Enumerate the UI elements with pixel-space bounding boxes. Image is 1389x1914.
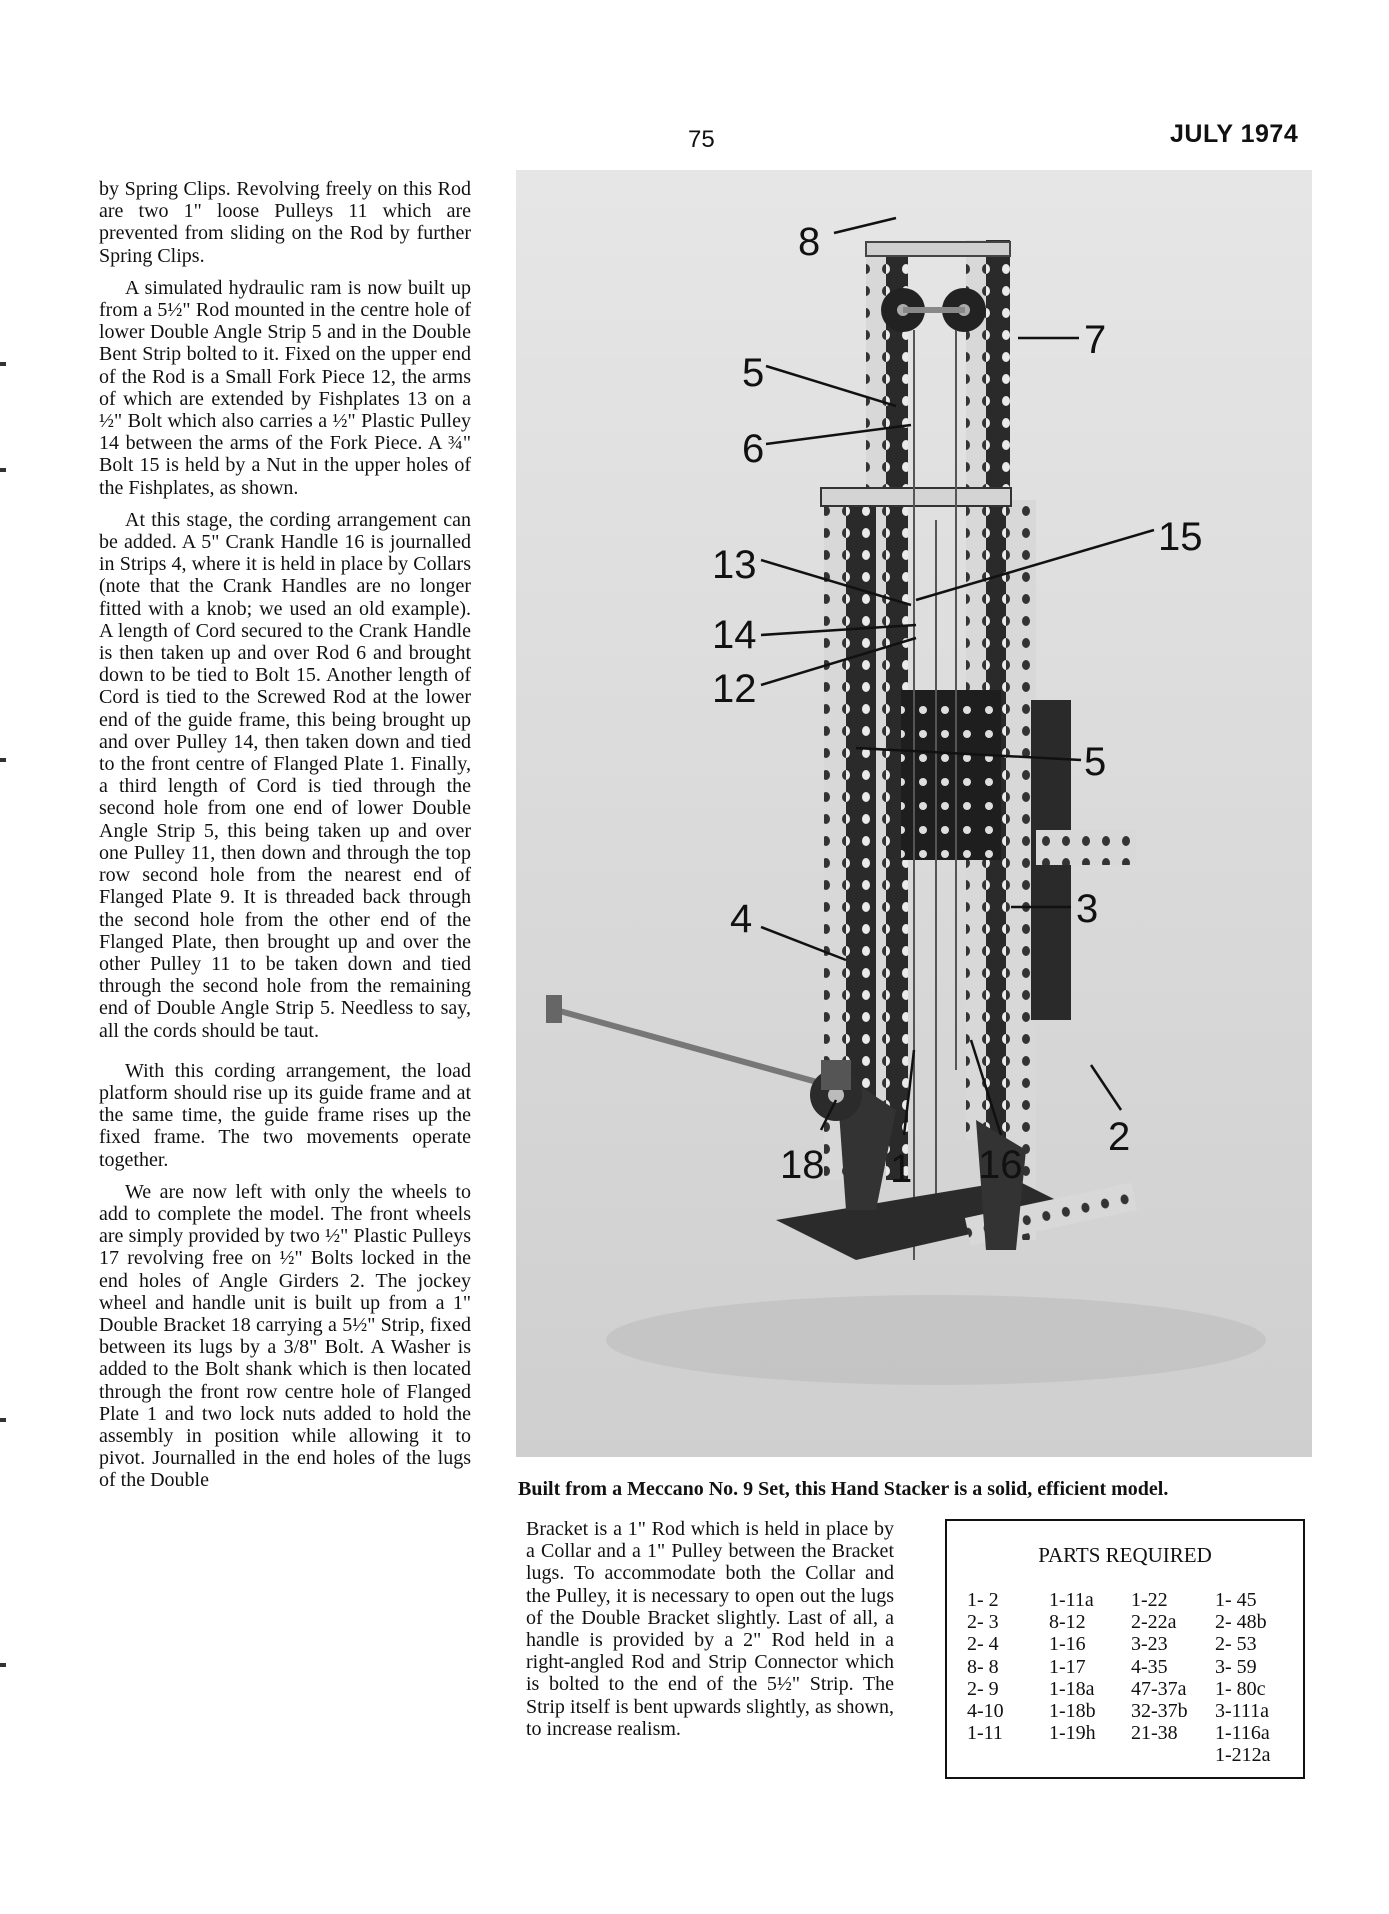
callout-15: 15 (1158, 515, 1203, 559)
parts-entry: 3- 59 (1215, 1655, 1257, 1678)
callout-4: 4 (730, 897, 753, 941)
parts-entry: 21-38 (1131, 1722, 1178, 1745)
parts-entry: 4-35 (1131, 1655, 1168, 1678)
left-column-text (99, 178, 471, 1502)
parts-required-title: PARTS REQUIRED (1038, 1543, 1212, 1567)
paragraph: by Spring Clips. Revolving freely on this Rod are two 1" loose Pulleys 11 which are prevented from sliding on the Rod by further Spring Clips. (99, 178, 471, 267)
parts-entry: 1- 80c (1215, 1677, 1266, 1700)
scan-mark (0, 468, 6, 472)
callout-8: 8 (798, 220, 821, 264)
parts-entry: 1-11 (967, 1722, 1003, 1745)
callout-6: 6 (742, 427, 765, 471)
scan-mark (0, 1418, 6, 1422)
callout-16: 16 (978, 1143, 1023, 1187)
scan-mark (0, 362, 6, 366)
parts-entry: 1-18b (1049, 1700, 1096, 1723)
callout-5-lower: 5 (1084, 740, 1107, 784)
parts-entry: 1-18a (1049, 1677, 1095, 1700)
parts-entry: 1- 2 (967, 1589, 999, 1611)
parts-entry: 2- 3 (967, 1611, 999, 1634)
callout-13: 13 (712, 543, 757, 587)
parts-column-4 (1215, 1589, 1271, 1767)
parts-column-1 (967, 1589, 1004, 1744)
parts-entry: 1-16 (1049, 1633, 1086, 1656)
paragraph: We are now left with only the wheels to add to complete the model. The front wheels are simply provided by two ½" Plastic Pulleys 17 revolving free on ½" Bolts locked in the end holes of Angle Girders 2. The jockey wheel and handle unit is built up from a 1" Double Bracket 18 carrying a 5½" Strip, fixed between its lugs by a 3/8" Bolt. A Washer is added to the Bolt shank which is then located through the front row centre hole of Flanged Plate 1 and two lock nuts added to hold the assembly in position while allowing it to pivot. Journalled in the end holes of the lugs of the Double (99, 1180, 471, 1492)
callout-3: 3 (1076, 887, 1099, 931)
model-photo (516, 170, 1312, 1457)
parts-column-2 (1049, 1589, 1096, 1744)
paragraph: A simulated hydraulic ram is now built up from a 5½" Rod mounted in the centre hole of lower Double Angle Strip 5 and in the Double Bent Strip bolted to it. Fixed on the upper end of the Rod is a Small Fork Piece 12, the arms of which are extended by Fishplates 13 on a ½" Bolt which also carries a ½" Plastic Pulley 14 between the arms of the Fork Piece. A ¾" Bolt 15 is held by a Nut in the upper holes of the Fishplates, as shown. (99, 276, 471, 499)
callout-1: 1 (890, 1147, 913, 1191)
parts-entry: 1-17 (1049, 1655, 1086, 1678)
callout-7: 7 (1084, 318, 1107, 362)
parts-entry: 1-22 (1131, 1589, 1168, 1611)
paragraph: With this cording arrangement, the load platform should rise up its guide frame and at the same time, the guide frame rises up the fixed frame. The two movements operate together. (99, 1059, 471, 1171)
parts-entry: 1- 45 (1215, 1589, 1257, 1611)
parts-entry: 2- 53 (1215, 1633, 1257, 1656)
scan-mark (0, 1663, 6, 1667)
callout-12: 12 (712, 667, 757, 711)
parts-entry: 8-12 (1049, 1611, 1086, 1634)
issue-date: JULY 1974 (1170, 120, 1299, 148)
parts-entry: 2- 9 (967, 1677, 999, 1700)
parts-entry: 1-212a (1215, 1744, 1271, 1767)
hand-stacker-illustration (516, 170, 1312, 1457)
parts-entry: 2- 4 (967, 1633, 999, 1656)
parts-entry: 1-11a (1049, 1589, 1094, 1611)
scan-mark (0, 758, 6, 762)
paragraph: At this stage, the cording arrangement can be added. A 5" Crank Handle 16 is journalled in Strips 4, where it is held in place by Collars (note that the Crank Handles are no longer fitted with a knob; we used an old example). A length of Cord secured to the Crank Handle is then taken up and over Rod 6 and brought down to be tied to Bolt 15. Another length of Cord is tied to the Screwed Rod at the lower end of the guide frame, this being brought up and over Pulley 14, then taken down and tied to the front centre of Flanged Plate 1. Finally, a third length of Cord is tied through the second hole from one end of lower Double Angle Strip 5, this being taken up and over one Pulley 11, then down and through the top row second hole from the nearest end of Flanged Plate 9. It is threaded back through the second hole from the other end of the Flanged Plate, then brought up and over the other Pulley 11 to be taken down and tied through the second hole from the remaining end of Double Angle Strip 5. Needless to say, all the cords should be taut. (99, 508, 471, 1042)
parts-entry: 3-23 (1131, 1633, 1168, 1656)
parts-entry: 32-37b (1131, 1700, 1188, 1723)
parts-column-3 (1131, 1589, 1188, 1744)
middle-column-text (526, 1518, 894, 1740)
callout-2: 2 (1108, 1115, 1131, 1159)
parts-entry: 1-116a (1215, 1722, 1270, 1745)
photo-caption: Built from a Meccano No. 9 Set, this Hand Stacker is a solid, efficient model. (518, 1478, 1169, 1500)
page-number: 75 (688, 126, 715, 153)
parts-entry: 8- 8 (967, 1655, 999, 1678)
parts-entry: 2-22a (1131, 1611, 1177, 1634)
paragraph: Bracket is a 1" Rod which is held in place by a Collar and a 1" Pulley between the Bracket lugs. To accommodate both the Collar and the Pulley, it is necessary to open out the lugs of the Double Bracket slightly. Last of all, a handle is provided by a 2" Rod held in a right-angled Rod and Strip Connector which is bolted to the end of the 5½" Strip. The Strip itself is bent upwards slightly, as shown, to increase realism. (526, 1518, 894, 1740)
parts-entry: 2- 48b (1215, 1611, 1267, 1634)
callout-14: 14 (712, 613, 757, 657)
parts-required-box (945, 1519, 1305, 1779)
parts-entry: 1-19h (1049, 1722, 1096, 1745)
parts-entry: 47-37a (1131, 1677, 1187, 1700)
callout-18: 18 (780, 1143, 825, 1187)
parts-entry: 4-10 (967, 1700, 1004, 1723)
callout-5-upper: 5 (742, 351, 765, 395)
parts-entry: 3-111a (1215, 1700, 1270, 1723)
